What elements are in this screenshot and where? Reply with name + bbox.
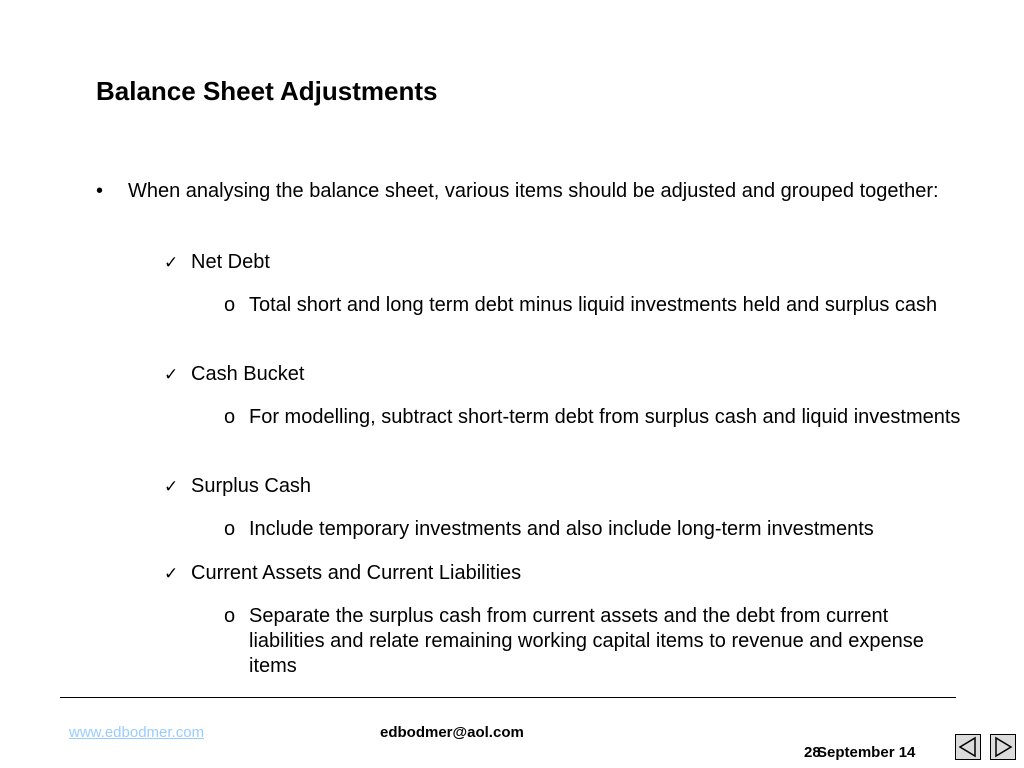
slide-number: 28: [804, 744, 821, 761]
next-slide-button[interactable]: [990, 734, 1016, 760]
slide-title: Balance Sheet Adjustments: [96, 76, 438, 106]
circle-bullet-icon: o: [224, 406, 236, 428]
check-item-cash-bucket: [164, 362, 304, 387]
checkmark-icon: ✓: [164, 564, 179, 584]
website-link[interactable]: www.edbodmer.com: [69, 724, 205, 741]
circle-bullet-icon: o: [224, 518, 236, 540]
check-item-net-debt: [164, 250, 270, 275]
sub-item-text: For modelling, subtract short-term debt from surplus cash and liquid investments: [249, 406, 961, 428]
checkmark-icon: ✓: [164, 477, 179, 497]
check-item-label: Current Assets and Current Liabilities: [191, 562, 522, 584]
check-item-surplus-cash: [164, 474, 311, 499]
check-item-label: Cash Bucket: [191, 363, 305, 385]
checkmark-icon: ✓: [164, 253, 179, 273]
sub-item-text: Include temporary investments and also include long-term investments: [249, 518, 874, 540]
circle-bullet-icon: o: [224, 294, 236, 316]
check-item-current-assets-liabilities: [164, 561, 521, 586]
footer-divider: [60, 697, 956, 698]
check-item-label: Surplus Cash: [191, 475, 312, 497]
checkmark-icon: ✓: [164, 365, 179, 385]
footer-email: edbodmer@aol.com: [380, 724, 524, 741]
triangle-right-icon: [991, 735, 1015, 759]
circle-bullet-icon: o: [224, 605, 236, 627]
footer-date: September 14: [817, 744, 916, 761]
previous-slide-button[interactable]: [955, 734, 981, 760]
triangle-left-icon: [956, 735, 980, 759]
bullet-icon: •: [96, 180, 104, 202]
check-item-label: Net Debt: [191, 251, 270, 273]
intro-text: When analysing the balance sheet, various items should be adjusted and grouped together:: [128, 180, 939, 202]
sub-item-text: Separate the surplus cash from current assets and the debt from current liabilities and relate remaining working capital items to revenue and expense items: [249, 605, 924, 677]
sub-item-text: Total short and long term debt minus liquid investments held and surplus cash: [249, 294, 938, 316]
